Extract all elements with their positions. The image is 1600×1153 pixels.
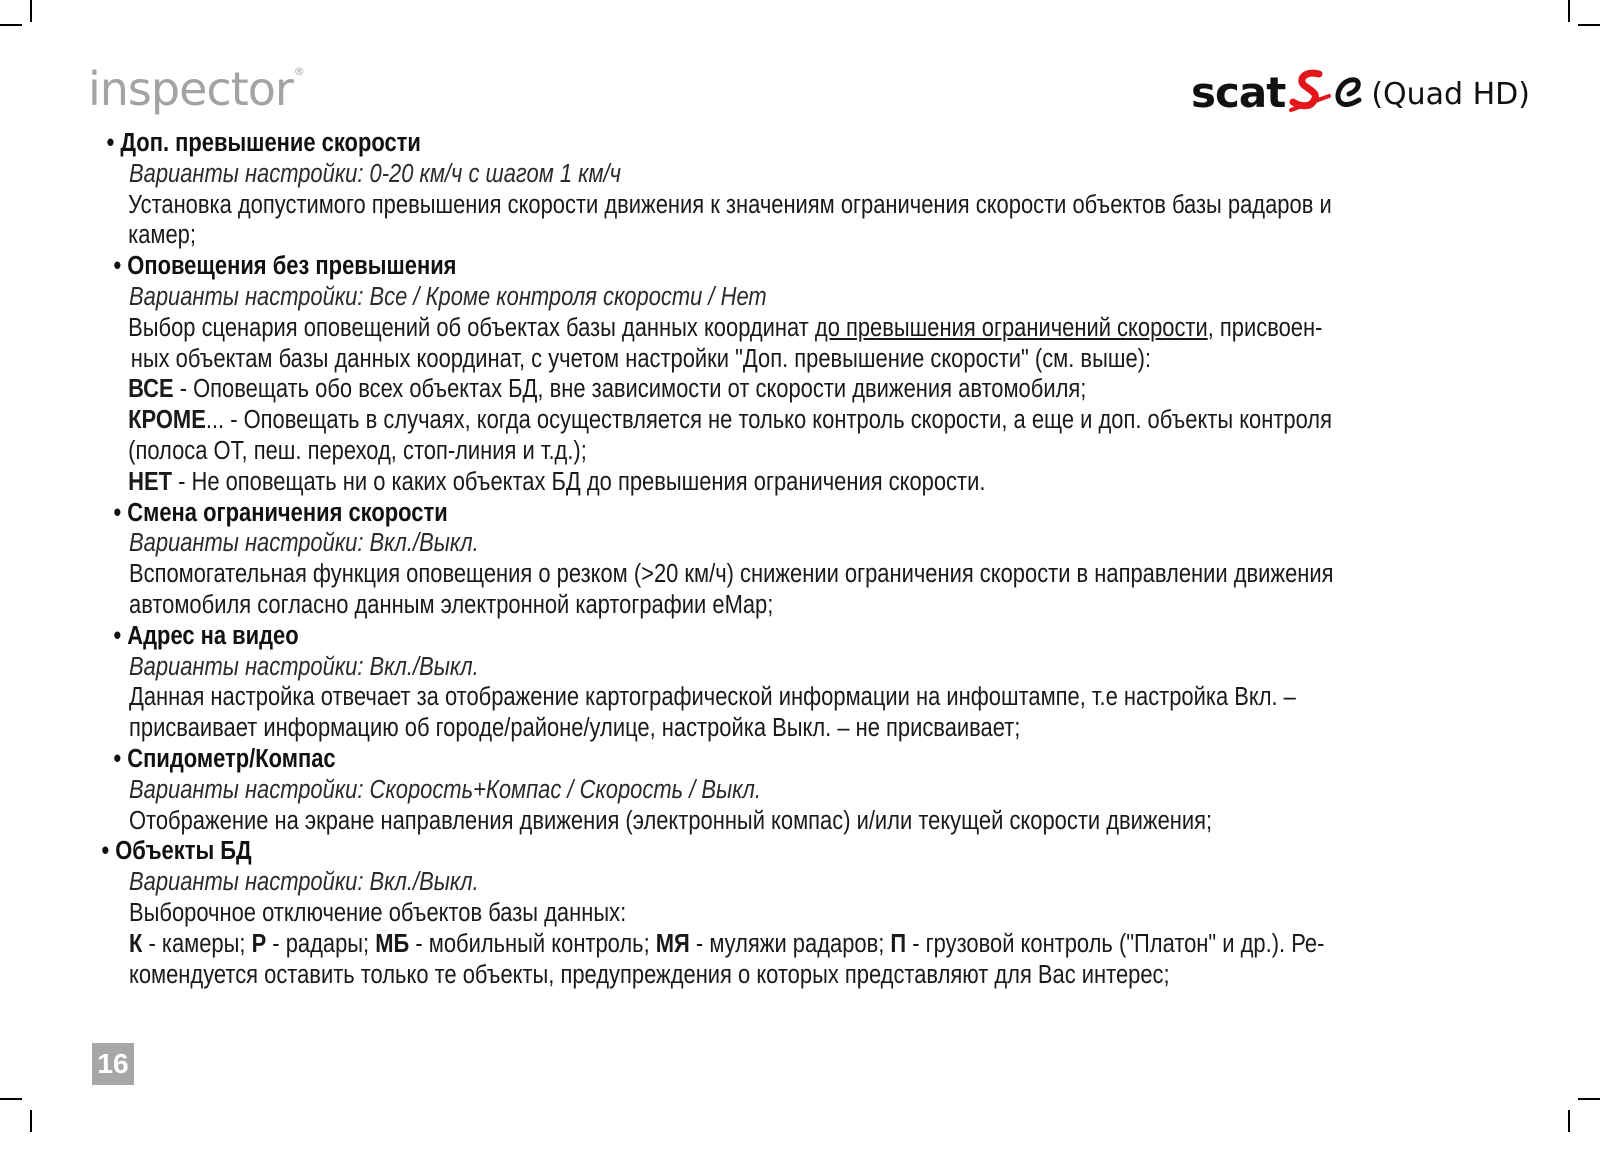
setting-options: Варианты настройки: Вкл./Выкл. bbox=[129, 652, 479, 681]
section-title: • Спидометр/Компас bbox=[113, 744, 336, 773]
setting-description: Отображение на экране направления движения (электронный компас) и/или текущей скорости движения; bbox=[129, 806, 1213, 835]
text-span: Выбор сценария оповещений об объектах базы данных координат bbox=[128, 313, 815, 342]
crop-mark bbox=[0, 1098, 22, 1100]
object-label: МЯ bbox=[655, 929, 690, 958]
product-logo bbox=[1191, 66, 1530, 117]
underlined-text: до превышения ограничений скорости bbox=[814, 313, 1208, 342]
option-none bbox=[0, 467, 1376, 498]
option-label: НЕТ bbox=[128, 467, 172, 496]
option-text: - Не оповещать ни о каких объектах БД до превышения ограничения скорости. bbox=[172, 467, 986, 496]
page-number: 16 bbox=[92, 1043, 134, 1085]
setting-description bbox=[0, 313, 1376, 344]
se-logo-icon bbox=[1289, 66, 1367, 114]
object-text: - муляжи радаров; bbox=[689, 929, 891, 958]
settings-description bbox=[0, 128, 1376, 990]
option-text: - Оповещать обо всех объектах БД, вне зависимости от скорости движения автомобиля; bbox=[173, 375, 1087, 404]
inspector-logo-text: inspector bbox=[88, 62, 293, 116]
section-title: • Оповещения без превышения bbox=[113, 252, 457, 281]
crop-mark bbox=[30, 0, 32, 22]
object-label: МБ bbox=[375, 929, 410, 958]
crop-mark bbox=[0, 24, 22, 26]
option-text: ... - Оповещать в случаях, когда осуществляется не только контроль скорости, а еще и доп. объекты контроля bbox=[205, 406, 1332, 435]
option-except bbox=[0, 405, 1376, 436]
setting-description: Данная настройка отвечает за отображение картографической информации на инфоштампе, т.е настройка Вкл. – bbox=[129, 683, 1296, 712]
object-text: - радары; bbox=[266, 929, 376, 958]
object-label: К bbox=[129, 929, 143, 958]
setting-options: Варианты настройки: 0-20 км/ч с шагом 1 км/ч bbox=[129, 159, 621, 188]
object-text: - грузовой контроль ("Платон" и др.). Ре- bbox=[906, 929, 1325, 958]
setting-options: Варианты настройки: Вкл./Выкл. bbox=[129, 529, 479, 558]
setting-description: ных объектам базы данных координат, с учетом настройки "Доп. превышение скорости" (см. выше): bbox=[130, 344, 1152, 373]
option-all bbox=[0, 374, 1376, 405]
setting-options: Варианты настройки: Вкл./Выкл. bbox=[129, 868, 479, 897]
section-title: • Смена ограничения скорости bbox=[113, 498, 448, 527]
setting-description: Выборочное отключение объектов базы данных: bbox=[129, 898, 627, 927]
crop-mark bbox=[30, 1110, 32, 1132]
crop-mark bbox=[1568, 1110, 1570, 1132]
setting-description: Вспомогательная функция оповещения о резком (>20 км/ч) снижении ограничения скорости в направлении движения bbox=[129, 560, 1334, 589]
object-text: - камеры; bbox=[142, 929, 252, 958]
object-text: - мобильный контроль; bbox=[409, 929, 656, 958]
section-title: • Адрес на видео bbox=[113, 621, 299, 650]
registered-mark: ® bbox=[293, 65, 304, 78]
crop-mark bbox=[1578, 1098, 1600, 1100]
crop-mark bbox=[1568, 0, 1570, 22]
inspector-logo bbox=[88, 62, 304, 116]
setting-description: автомобиля согласно данным электронной картографии eMap; bbox=[129, 590, 774, 619]
product-model: (Quad HD) bbox=[1371, 77, 1530, 112]
product-logo-scat: scat bbox=[1191, 68, 1286, 117]
setting-description: Установка допустимого превышения скорости движения к значениям ограничения скорости объектов базы радаров и bbox=[128, 190, 1332, 219]
object-types-line bbox=[0, 929, 1376, 960]
object-label: П bbox=[890, 929, 907, 958]
setting-options: Варианты настройки: Все / Кроме контроля скорости / Нет bbox=[129, 282, 767, 311]
setting-description: (полоса ОТ, пеш. переход, стоп-линия и т.д.); bbox=[128, 436, 587, 465]
option-label: КРОМЕ bbox=[128, 406, 206, 435]
text-span: , присвоен- bbox=[1207, 313, 1323, 342]
setting-description: камер; bbox=[128, 221, 196, 250]
object-label: Р bbox=[251, 929, 267, 958]
section-title: • Доп. превышение скорости bbox=[106, 129, 421, 157]
option-label: ВСЕ bbox=[128, 375, 174, 404]
setting-options: Варианты настройки: Скорость+Компас / Скорость / Выкл. bbox=[129, 775, 761, 804]
section-title: • Объекты БД bbox=[101, 837, 252, 866]
setting-description: комендуется оставить только те объекты, предупреждения о которых представляют для Вас интерес; bbox=[129, 960, 1170, 989]
setting-description: присваивает информацию об городе/районе/улице, настройка Выкл. – не присваивает; bbox=[129, 714, 1021, 743]
crop-mark bbox=[1578, 24, 1600, 26]
